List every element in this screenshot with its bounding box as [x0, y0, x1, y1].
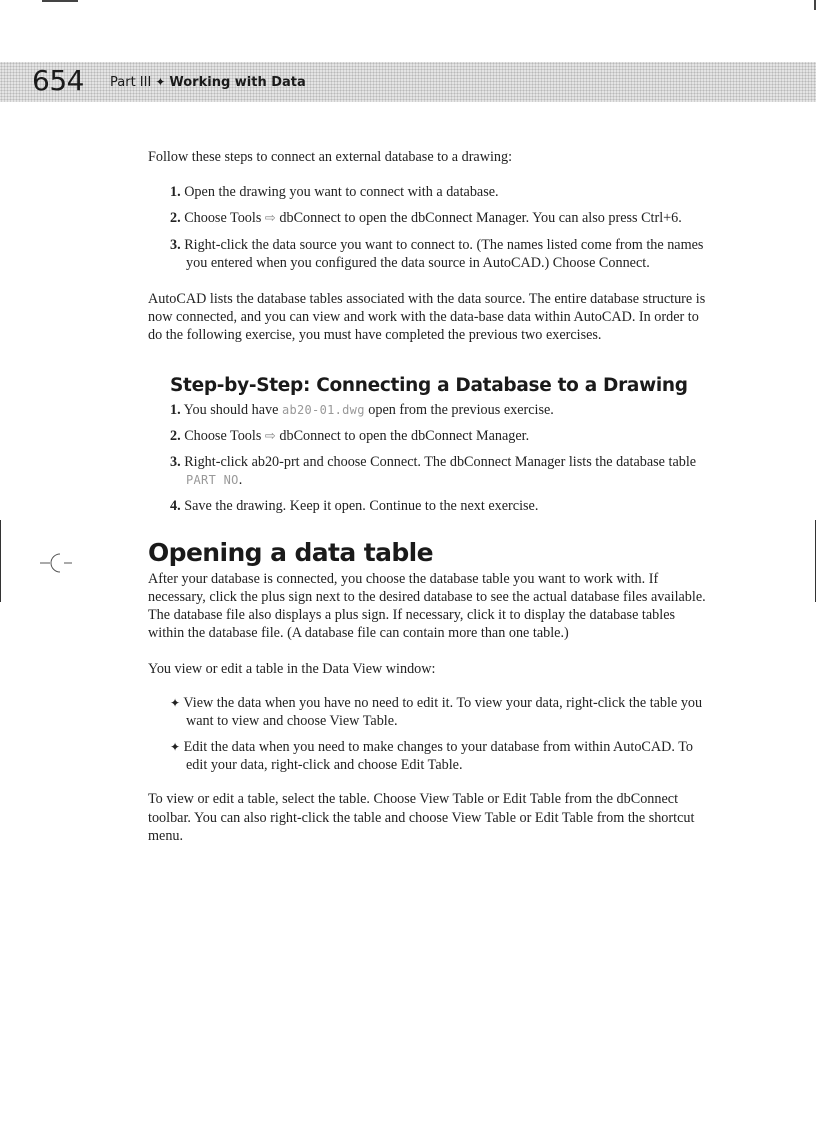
step-text: Open the drawing you want to connect with a database. — [184, 184, 499, 201]
step-number: 1. — [170, 184, 181, 201]
bullet-list — [170, 694, 708, 775]
crop-mark-top — [42, 0, 78, 2]
list-item — [170, 183, 708, 201]
list-item: ✦ View the data when you have no need to edit it. To view your data, right-click the table you want to view and choose View Table. — [170, 694, 703, 729]
list-item — [170, 236, 708, 272]
table-name-code: PART NO — [186, 473, 239, 488]
body-paragraph: After your database is connected, you choose the database table you want to work with. If necessary, click the plus sign next to the desired database to see the actual database files available. The database file also displays a plus sign. If necessary, click it to display the database tables within the database file. (A database file can contain more than one table.) — [148, 570, 706, 642]
page-body — [148, 148, 708, 845]
list-item: 2. Choose Tools ⇨ dbConnect to open the dbConnect Manager. — [170, 427, 530, 444]
filename-code: ab20-01.dwg — [281, 402, 365, 417]
diamond-separator-icon: ✦ — [155, 75, 166, 89]
list-item: ✦ Edit the data when you need to make changes to your database from within AutoCAD. To edit your data, right-click and choose Edit Table. — [170, 739, 693, 774]
diamond-bullet-icon: ✦ — [170, 740, 181, 755]
page-number: 654 — [32, 64, 84, 97]
margin-rule-left — [0, 520, 1, 602]
body-paragraph: To view or edit a table, select the table. Choose View Table or Edit Table from the dbConnect toolbar. You can also right-click the table and choose View Table or Edit Table from the shortcut menu. — [148, 791, 695, 844]
list-item: 4. Save the drawing. Keep it open. Continue to the next exercise. — [170, 498, 539, 515]
part-label: Part III — [110, 75, 152, 90]
step-number: 2. — [170, 210, 181, 227]
step-text: Choose Tools — [184, 210, 262, 227]
intro-paragraph: Follow these steps to connect an external database to a drawing: — [148, 149, 513, 165]
steps-list — [170, 183, 708, 272]
section-heading: Opening a data table — [148, 537, 433, 567]
running-head — [110, 75, 306, 90]
exercise-steps-list — [170, 401, 708, 516]
body-paragraph: AutoCAD lists the database tables associated with the data source. The entire database structure is now connected, and you can view and work with the data-base data within AutoCAD. In order to do the following exercise, you must have completed the previous two exercises. — [148, 291, 706, 344]
step-text-cont: dbConnect to open the dbConnect Manager. You can also press Ctrl+6. — [275, 210, 682, 227]
body-paragraph: You view or edit a table in the Data View window: — [148, 661, 436, 678]
list-item: 3. Right-click ab20-prt and choose Connect. The dbConnect Manager lists the database table PART NO. — [170, 454, 697, 489]
step-by-step-title: Step-by-Step: Connecting a Database to a Drawing — [170, 374, 688, 396]
diamond-bullet-icon: ✦ — [170, 695, 181, 710]
step-text: Right-click the data source you want to connect to. (The names listed come from the names you entered when you configured the data source in AutoCAD.) Choose Connect. — [184, 236, 704, 271]
registration-mark-icon — [38, 550, 74, 576]
list-item — [170, 209, 708, 227]
list-item: 1. You should have ab20-01.dwg open from the previous exercise. — [170, 401, 554, 418]
menu-arrow-icon: ⇨ — [264, 210, 276, 226]
chapter-title: Working with Data — [169, 75, 306, 90]
menu-arrow-icon: ⇨ — [264, 427, 276, 443]
step-number: 3. — [170, 236, 181, 253]
